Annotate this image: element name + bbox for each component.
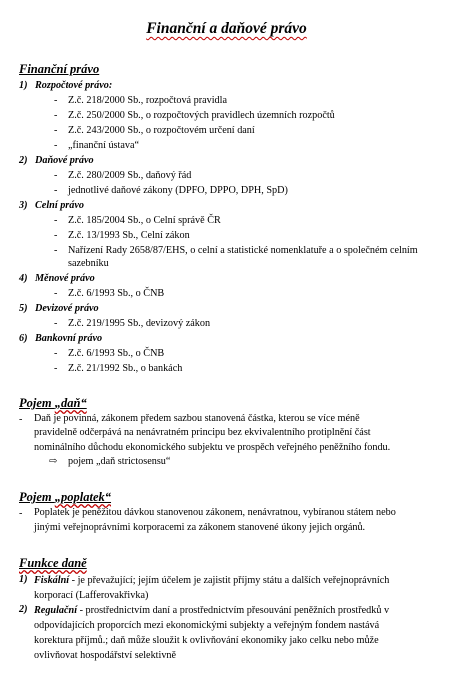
paragraph-dan-2: pravidelně odčerpává na nenávratném principu bez ekvivalentního protiplnění část — [34, 427, 371, 438]
group-number: 3) — [19, 200, 28, 211]
section-heading-pojem-poplatek: Pojem „poplatek“ — [19, 490, 112, 504]
list-dash: - — [54, 318, 58, 329]
group-number: 2) — [19, 155, 28, 166]
list-item: Z.č. 218/2000 Sb., rozpočtová pravidla — [68, 95, 228, 106]
list-dash: - — [19, 414, 23, 425]
list-item: Nařízení Rady 2658/87/EHS, o celní a statistické nomenklatuře a o společném celním — [68, 245, 418, 256]
paragraph-dan-3: nominálního důchodu ekonomického subjektu ve prospěch veřejného peněžního fondu. — [34, 442, 391, 453]
function-line: korporací (Lafferovakřivka) — [34, 590, 149, 601]
group-label: Měnové právo — [35, 273, 95, 284]
group-heading — [19, 155, 94, 166]
list-item: Z.č. 21/1992 Sb., o bankách — [68, 363, 183, 374]
arrow-icon: ⇨ — [49, 456, 58, 467]
page-title: Finanční a daňové právo — [146, 20, 307, 37]
list-item: Z.č. 280/2009 Sb., daňový řád — [68, 170, 192, 181]
group-heading — [19, 303, 99, 314]
group-number: 6) — [19, 333, 28, 344]
function-text: - prostřednictvím daní a prostřednictvím přesouvání peněžních prostředků v — [77, 605, 390, 616]
function-text: - je převažující; jejím účelem je zajistit příjmy státu a dalších veřejnoprávních — [69, 575, 390, 586]
list-item: Z.č. 243/2000 Sb., o rozpočtovém určení daní — [68, 125, 255, 136]
list-dash: - — [54, 170, 58, 181]
group-heading — [19, 200, 84, 211]
sub-item-dan: pojem „daň strictosensu“ — [68, 456, 171, 467]
group-label: Rozpočtové právo: — [35, 80, 113, 91]
group-label: Bankovní právo — [35, 333, 103, 344]
group-number: 4) — [19, 273, 28, 284]
list-dash: - — [54, 140, 58, 151]
group-label: Devizové právo — [35, 303, 99, 314]
list-dash: - — [54, 288, 58, 299]
list-dash: - — [54, 185, 58, 196]
list-item: „finanční ústava“ — [68, 140, 139, 151]
list-item: Z.č. 219/1995 Sb., devizový zákon — [68, 318, 211, 329]
group-number: 5) — [19, 303, 28, 314]
list-item: jednotlivé daňové zákony (DPFO, DPPO, DPH, SpD) — [68, 185, 288, 196]
function-term: Regulační — [34, 605, 78, 616]
group-label: Daňové právo — [35, 155, 94, 166]
group-heading — [19, 273, 95, 284]
paragraph-poplatek-2: jinými veřejnoprávními korporacemi za zákonem stanovené úkony jejich orgánů. — [34, 522, 366, 533]
group-number: 1) — [19, 80, 28, 91]
list-dash: - — [54, 125, 58, 136]
list-dash: - — [19, 508, 23, 519]
function-term: Fiskální — [34, 575, 70, 586]
list-dash: - — [54, 95, 58, 106]
function-line — [34, 573, 389, 588]
paragraph-dan-1: Daň je povinná, zákonem předem sazbou stanovená částka, kterou se více méně — [34, 413, 360, 424]
list-item: Z.č. 250/2000 Sb., o rozpočtových pravidlech územních rozpočtů — [68, 110, 335, 121]
section-heading-pojem-dan: Pojem „daň“ — [19, 396, 87, 410]
group-heading — [19, 80, 112, 91]
list-dash: - — [54, 230, 58, 241]
group-heading — [19, 333, 102, 344]
list-item: Z.č. 6/1993 Sb., o ČNB — [68, 288, 165, 299]
list-item: Z.č. 13/1993 Sb., Celní zákon — [68, 230, 190, 241]
list-item: sazebníku — [68, 258, 109, 269]
function-number: 1) — [19, 574, 28, 585]
list-item: Z.č. 6/1993 Sb., o ČNB — [68, 348, 165, 359]
function-number: 2) — [19, 604, 28, 615]
list-dash: - — [54, 363, 58, 374]
function-line: ovlivňovat hospodářství selektivně — [34, 650, 177, 661]
function-line — [34, 603, 389, 618]
list-item: Z.č. 185/2004 Sb., o Celní správě ČR — [68, 215, 221, 226]
function-line: korektura příjmů.; daň může sloužit k ovlivňování ekonomiky jako celku nebo může — [34, 635, 379, 646]
function-line: odpovídajících proporcích mezi ekonomickými subjekty a veřejným fondem nastává — [34, 620, 380, 631]
group-label: Celní právo — [35, 200, 84, 211]
list-dash: - — [54, 245, 58, 256]
list-dash: - — [54, 110, 58, 121]
paragraph-poplatek-1: Poplatek je peněžitou dávkou stanovenou zákonem, nenávratnou, vybíranou státem nebo — [34, 507, 396, 518]
list-dash: - — [54, 348, 58, 359]
section-heading-funkce-dane: Funkce daně — [19, 556, 87, 570]
list-dash: - — [54, 215, 58, 226]
section-heading-financni-pravo: Finanční právo — [19, 62, 100, 76]
